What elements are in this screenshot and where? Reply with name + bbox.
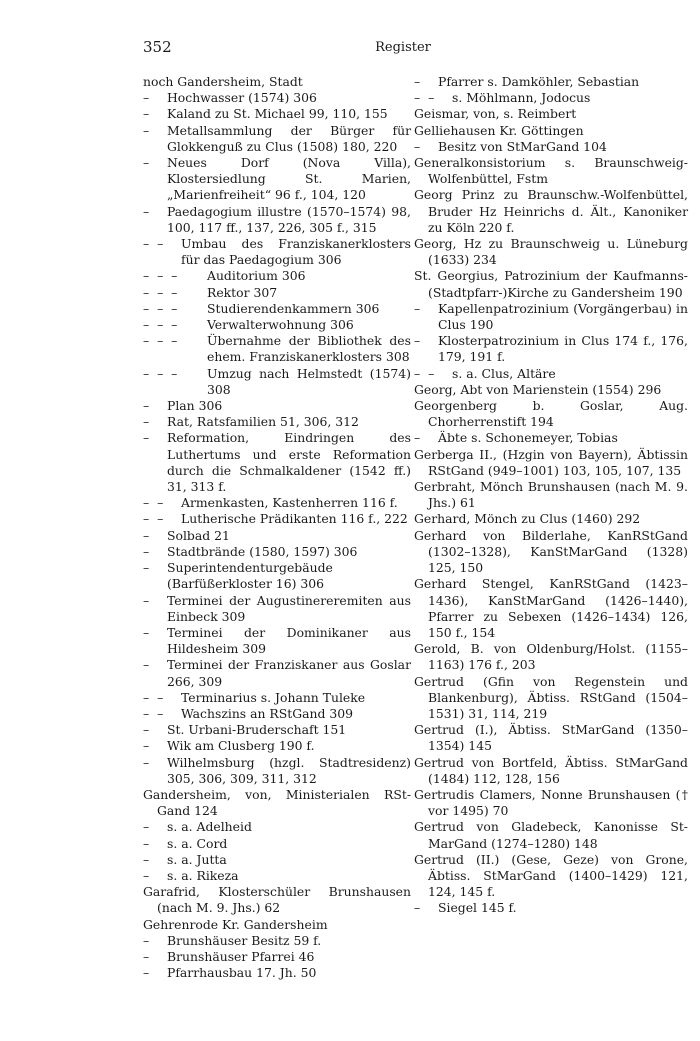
level-dash: – [143, 592, 150, 608]
index-entry [414, 641, 688, 673]
index-entry [414, 528, 688, 577]
index-entry [143, 657, 411, 689]
index-entry [414, 187, 688, 236]
level-dash: – – [143, 705, 164, 721]
entry-text: Georg, Abt von Marienstein (1554) 296 [414, 381, 662, 397]
level-dash: – [143, 560, 150, 576]
index-entry [143, 285, 411, 301]
entry-text: Gertrud (Gfin von Regenstein und Blankenburg), Äbtiss. RStGand (1504–1531) 31, 114, 219 [414, 673, 688, 721]
entry-text: Gerberga II., (Hzgin von Bayern), Äbtissin RStGand (949–1001) 103, 105, 107, 135 [414, 446, 688, 478]
level-dash: – – – [143, 333, 178, 349]
entry-text: Neues Dorf (Nova Villa), Klostersiedlung St. Marien, „Marienfreiheit“ 96 f., 104, 120 [167, 155, 411, 203]
level-dash: – [143, 624, 150, 640]
index-entry [414, 333, 688, 365]
index-entry [414, 430, 688, 446]
index-entry [143, 268, 411, 284]
entry-text: Hochwasser (1574) 306 [167, 90, 317, 106]
index-entry [414, 155, 688, 187]
entry-text: Gerhard, Mönch zu Clus (1460) 292 [414, 511, 641, 527]
index-entry [414, 236, 688, 268]
entry-text: Terminei der Augustinereremiten aus Einbeck 309 [167, 592, 411, 624]
entry-text: Superintendenturgebäude (Barfüßerkloster 16) 306 [167, 560, 333, 592]
level-dash: – [143, 738, 150, 754]
entry-text: Solbad 21 [167, 527, 230, 543]
index-entry [414, 268, 688, 300]
level-dash: – [143, 543, 150, 559]
index-entry [143, 90, 411, 106]
index-entry [143, 301, 411, 317]
index-entry [143, 949, 411, 965]
level-dash: – [414, 900, 421, 916]
entry-text: s. a. Jutta [167, 851, 227, 867]
level-dash: – [414, 138, 421, 154]
level-dash: – [414, 300, 421, 316]
index-entry [143, 414, 411, 430]
entry-text: Kapellenpatrozinium (Vorgängerbau) in Clus 190 [438, 300, 688, 333]
entry-text: Plan 306 [167, 398, 223, 414]
index-entry [143, 106, 411, 122]
index-entry [414, 106, 688, 122]
index-entry [143, 495, 411, 511]
level-dash: – [143, 430, 150, 446]
index-entry [143, 836, 411, 852]
entry-text: Geismar, von, s. Reimbert [414, 106, 577, 122]
index-entry [143, 560, 411, 592]
index-entry [414, 674, 688, 723]
index-entry [143, 852, 411, 868]
level-dash: – [143, 90, 150, 106]
entry-text: Wilhelmsburg (hzgl. Stadtresidenz) 305, 306, 309, 311, 312 [167, 754, 411, 786]
entry-text: Gehrenrode Kr. Gandersheim [143, 916, 328, 932]
level-dash: – – [414, 365, 435, 381]
level-dash: – [143, 106, 150, 122]
index-entry [414, 787, 688, 819]
entry-text: s. Möhlmann, Jodocus [452, 90, 591, 106]
level-dash: – [143, 867, 150, 883]
index-column-right [414, 74, 688, 917]
index-entry [143, 722, 411, 738]
entry-text: Kaland zu St. Michael 99, 110, 155 [167, 106, 388, 122]
index-entry [414, 90, 688, 106]
level-dash: – [143, 851, 150, 867]
index-entry [414, 819, 688, 851]
entry-text: s. a. Adelheid [167, 819, 252, 835]
entry-text: Gertrud (II.) (Gese, Geze) von Grone, Äbtiss. StMarGand (1400–1429) 121, 124, 145 f. [414, 851, 688, 900]
index-entry [143, 528, 411, 544]
index-entry [143, 738, 411, 754]
level-dash: – [143, 203, 150, 219]
entry-text: Klosterpatrozinium in Clus 174 f., 176, 179, 191 f. [438, 333, 688, 365]
index-entry [143, 593, 411, 625]
level-dash: – [143, 155, 150, 171]
entry-text: Paedagogium illustre (1570–1574) 98, 100, 117 ff., 137, 226, 305 f., 315 [167, 203, 411, 235]
entry-text: Verwalterwohnung 306 [207, 317, 354, 333]
level-dash: – – [143, 236, 164, 252]
index-entry [414, 479, 688, 511]
entry-text: Auditorium 306 [207, 268, 306, 284]
entry-text: Pfarrer s. Damköhler, Sebastian [438, 74, 640, 89]
entry-text: Metallsammlung der Bürger für Glokkenguß zu Clus (1508) 180, 220 [167, 122, 411, 154]
index-entry [143, 819, 411, 835]
index-entry [143, 398, 411, 414]
index-entry [414, 123, 688, 139]
level-dash: – [143, 835, 150, 851]
entry-text: Gandersheim, von, Ministerialen RSt-Gand 124 [143, 786, 411, 819]
index-entry [143, 204, 411, 236]
level-dash: – [414, 430, 421, 446]
level-dash: – [143, 932, 150, 948]
level-dash: – [143, 948, 150, 964]
index-column-left [143, 74, 411, 981]
level-dash: – [143, 965, 150, 981]
entry-text: Siegel 145 f. [438, 900, 517, 916]
entry-text: Rektor 307 [207, 284, 278, 300]
level-dash: – – [143, 511, 164, 527]
entry-text: Stadtbrände (1580, 1597) 306 [167, 543, 358, 559]
entry-text: Terminarius s. Johann Tuleke [181, 689, 366, 705]
page-number: 352 [143, 38, 172, 56]
index-entry [143, 690, 411, 706]
index-entry [143, 884, 411, 916]
index-entry [414, 511, 688, 527]
level-dash: – – – [143, 284, 178, 300]
index-entry [414, 366, 688, 382]
index-entry [143, 236, 411, 268]
entry-text: s. a. Rikeza [167, 867, 239, 883]
entry-text: Besitz von StMarGand 104 [438, 138, 607, 154]
index-entry [143, 917, 411, 933]
entry-text: Brunshäuser Pfarrei 46 [167, 948, 315, 964]
index-entry [143, 755, 411, 787]
entry-text: Studierendenkammern 306 [207, 300, 380, 316]
index-entry [143, 511, 411, 527]
entry-text: Pfarrhausbau 17. Jh. 50 [167, 965, 317, 981]
index-entry [414, 722, 688, 754]
index-entry [143, 74, 411, 90]
level-dash: – – [143, 689, 164, 705]
entry-text: St. Georgius, Patrozinium der Kaufmanns-(Stadtpfarr-)Kirche zu Gandersheim 190 [414, 268, 688, 300]
entry-text: Generalkonsistorium s. Braunschweig-Wolfenbüttel, Fstm [414, 155, 688, 187]
index-entry [143, 933, 411, 949]
entry-text: Gertrud von Bortfeld, Äbtiss. StMarGand (1484) 112, 128, 156 [414, 754, 688, 786]
index-entry [414, 398, 688, 430]
entry-text: noch Gandersheim, Stadt [143, 74, 303, 89]
entry-text: Wik am Clusberg 190 f. [167, 738, 315, 754]
entry-text: Terminei der Dominikaner aus Hildesheim 309 [167, 624, 411, 657]
entry-text: Garafrid, Klosterschüler Brunshausen (nach M. 9. Jhs.) 62 [143, 884, 411, 916]
level-dash: – [143, 819, 150, 835]
level-dash: – – – [143, 300, 178, 316]
entry-text: Gelliehausen Kr. Göttingen [414, 122, 584, 138]
level-dash: – – [414, 90, 435, 106]
entry-text: Georgenberg b. Goslar, Aug. Chorherrenstift 194 [414, 398, 688, 430]
level-dash: – [143, 657, 150, 673]
entry-text: Gertrud von Gladebeck, Kanonisse St-MarGand (1274–1280) 148 [414, 819, 688, 851]
index-entry [414, 74, 688, 90]
index-entry [414, 852, 688, 901]
level-dash: – – – [143, 317, 178, 333]
entry-text: s. a. Clus, Altäre [452, 365, 556, 381]
index-entry [143, 965, 411, 981]
entry-text: Lutherische Prädikanten 116 f., 222 [181, 511, 408, 527]
entry-text: Terminei der Franziskaner aus Goslar 266, 309 [167, 657, 411, 689]
entry-text: Wachszins an RStGand 309 [181, 705, 353, 721]
entry-text: Rat, Ratsfamilien 51, 306, 312 [167, 414, 359, 430]
index-entry [143, 868, 411, 884]
index-entry [143, 625, 411, 657]
level-dash: – – – [143, 365, 178, 381]
index-entry [143, 366, 411, 398]
level-dash: – [143, 722, 150, 738]
index-entry [143, 706, 411, 722]
entry-text: Reformation, Eindringen des Luthertums und erste Reformation durch die Schmalkaldener (1542 ff.) 31, 313 f. [167, 430, 411, 495]
index-entry [414, 900, 688, 916]
entry-text: Gerbraht, Mönch Brunshausen (nach M. 9. Jhs.) 61 [414, 479, 688, 511]
entry-text: St. Urbani-Bruderschaft 151 [167, 722, 347, 738]
entry-text: Umbau des Franziskanerklosters für das Paedagogium 306 [181, 236, 411, 268]
entry-text: Armenkasten, Kastenherren 116 f. [181, 495, 398, 511]
index-entry [414, 576, 688, 641]
level-dash: – [143, 122, 150, 138]
index-entry [414, 447, 688, 479]
index-entry [414, 382, 688, 398]
running-head: Register [375, 40, 431, 55]
level-dash: – [143, 398, 150, 414]
index-entry [143, 544, 411, 560]
level-dash: – [414, 74, 421, 89]
level-dash: – [143, 754, 150, 770]
level-dash: – – [143, 495, 164, 511]
entry-text: s. a. Cord [167, 835, 228, 851]
index-entry [143, 123, 411, 155]
entry-text: Georg, Hz zu Braunschweig u. Lüneburg (1633) 234 [414, 236, 688, 268]
entry-text: Gerhard Stengel, KanRStGand (1423–1436), KanStMarGand (1426–1440), Pfarrer zu Sebexen (1426–1434) 126, 150 f., 154 [414, 576, 688, 640]
index-entry [414, 301, 688, 333]
entry-text: Gerold, B. von Oldenburg/Holst. (1155–1163) 176 f., 203 [414, 641, 688, 673]
level-dash: – [143, 527, 150, 543]
index-entry [143, 430, 411, 495]
entry-text: Brunshäuser Besitz 59 f. [167, 932, 322, 948]
entry-text: Umzug nach Helmstedt (1574) 308 [207, 365, 411, 397]
index-entry [143, 155, 411, 204]
entry-text: Gertrudis Clamers, Nonne Brunshausen († vor 1495) 70 [414, 786, 688, 819]
entry-text: Georg Prinz zu Braunschw.-Wolfenbüttel, Bruder Hz Heinrichs d. Ält., Kanoniker zu Köln 220 f. [414, 187, 688, 235]
entry-text: Gertrud (I.), Äbtiss. StMarGand (1350–1354) 145 [414, 722, 688, 754]
level-dash: – [414, 333, 421, 349]
index-entry [143, 317, 411, 333]
entry-text: Übernahme der Bibliothek des ehem. Franziskanerklosters 308 [207, 333, 411, 365]
level-dash: – – – [143, 268, 178, 284]
index-entry [414, 139, 688, 155]
index-entry [414, 755, 688, 787]
level-dash: – [143, 414, 150, 430]
entry-text: Äbte s. Schonemeyer, Tobias [438, 430, 618, 446]
index-entry [143, 333, 411, 365]
index-entry [143, 787, 411, 819]
entry-text: Gerhard von Bilderlahe, KanRStGand (1302–1328), KanStMarGand (1328) 125, 150 [414, 527, 688, 576]
